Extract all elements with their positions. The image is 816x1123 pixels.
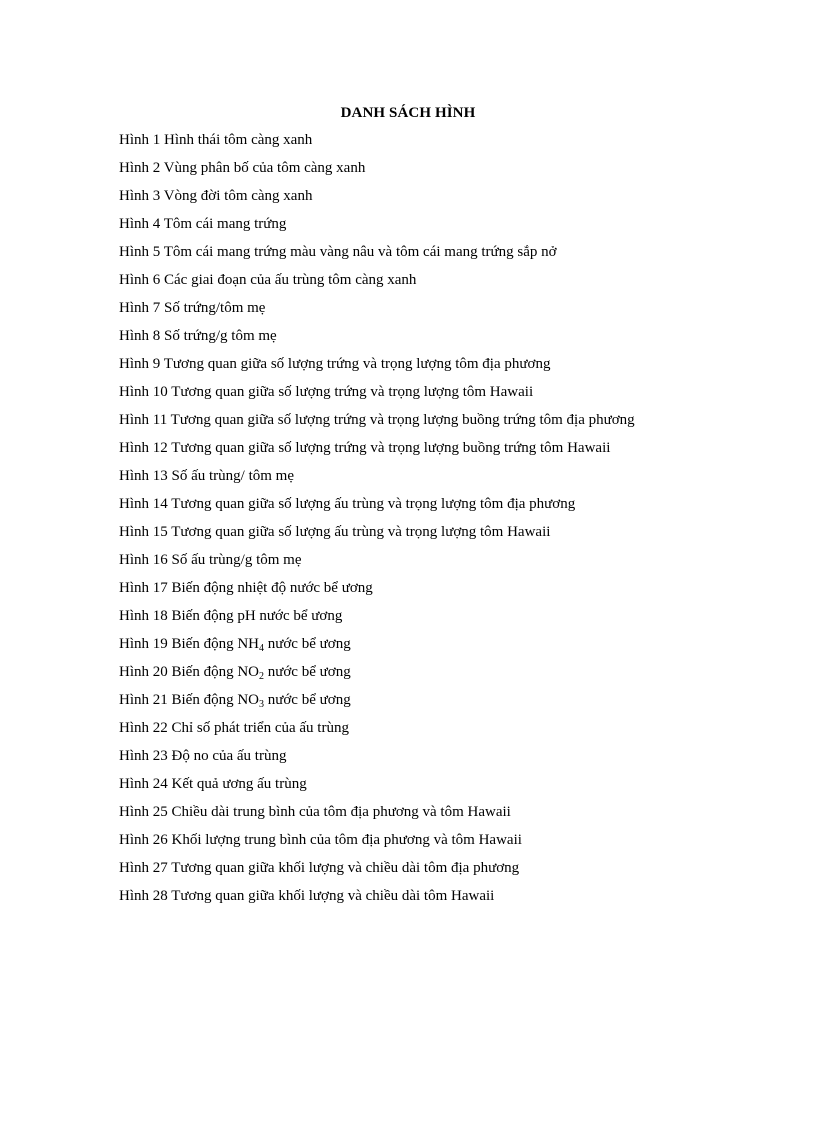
figure-list xyxy=(119,130,796,914)
figure-list-item: Hình 11 Tương quan giữa số lượng trứng và trọng lượng buồng trứng tôm địa phương xyxy=(119,412,635,428)
figure-list-item: Hình 25 Chiều dài trung bình của tôm địa phương và tôm Hawaii xyxy=(119,804,511,820)
figure-list-item: Hình 24 Kết quả ương ấu trùng xyxy=(119,776,307,792)
page-title: DANH SÁCH HÌNH xyxy=(340,105,476,121)
figure-item-text: Hình 20 Biến động NO xyxy=(119,664,259,680)
figure-list-item: Hình 6 Các giai đoạn của ấu trùng tôm càng xanh xyxy=(119,272,417,288)
figure-list-item: Hình 22 Chỉ số phát triển của ấu trùng xyxy=(119,720,349,736)
figure-list-item: Hình 13 Số ấu trùng/ tôm mẹ xyxy=(119,468,294,484)
figure-list-item: Hình 10 Tương quan giữa số lượng trứng và trọng lượng tôm Hawaii xyxy=(119,384,534,400)
figure-item-subscript: 3 xyxy=(259,699,264,710)
figure-list-item: Hình 12 Tương quan giữa số lượng trứng và trọng lượng buồng trứng tôm Hawaii xyxy=(119,440,611,456)
figure-list-item: Hình 18 Biến động pH nước bể ương xyxy=(119,608,343,624)
figure-list-item: Hình 1 Hình thái tôm càng xanh xyxy=(119,132,313,148)
figure-item-subscript: 2 xyxy=(259,671,264,682)
figure-item-text: nước bể ương xyxy=(264,636,351,652)
figure-list-item xyxy=(119,662,796,690)
figure-list-item: Hình 26 Khối lượng trung bình của tôm địa phương và tôm Hawaii xyxy=(119,832,522,848)
figure-list-item xyxy=(119,634,796,662)
figure-list-item: Hình 3 Vòng đời tôm càng xanh xyxy=(119,188,313,204)
figure-item-text: nước bể ương xyxy=(264,692,351,708)
figure-list-item: Hình 23 Độ no của ấu trùng xyxy=(119,748,287,764)
figure-item-text: Hình 19 Biến động NH xyxy=(119,636,259,652)
figure-list-item: Hình 15 Tương quan giữa số lượng ấu trùng và trọng lượng tôm Hawaii xyxy=(119,524,551,540)
figure-list-item: Hình 2 Vùng phân bố của tôm càng xanh xyxy=(119,160,366,176)
figure-list-item: Hình 16 Số ấu trùng/g tôm mẹ xyxy=(119,552,302,568)
figure-list-item: Hình 7 Số trứng/tôm mẹ xyxy=(119,300,266,316)
figure-list-item: Hình 8 Số trứng/g tôm mẹ xyxy=(119,328,277,344)
figure-list-item: Hình 27 Tương quan giữa khối lượng và chiều dài tôm địa phương xyxy=(119,860,520,876)
figure-item-subscript: 4 xyxy=(259,643,264,654)
figure-list-item: Hình 14 Tương quan giữa số lượng ấu trùng và trọng lượng tôm địa phương xyxy=(119,496,576,512)
figure-list-item: Hình 28 Tương quan giữa khối lượng và chiều dài tôm Hawaii xyxy=(119,888,495,904)
figure-list-item: Hình 5 Tôm cái mang trứng màu vàng nâu và tôm cái mang trứng sắp nở xyxy=(119,244,557,260)
figure-list-item: Hình 17 Biến động nhiệt độ nước bể ương xyxy=(119,580,373,596)
figure-list-item: Hình 9 Tương quan giữa số lượng trứng và trọng lượng tôm địa phương xyxy=(119,356,551,372)
figure-list-item: Hình 4 Tôm cái mang trứng xyxy=(119,216,287,232)
figure-list-item xyxy=(119,690,796,718)
figure-item-text: nước bể ương xyxy=(264,664,351,680)
figure-item-text: Hình 21 Biến động NO xyxy=(119,692,259,708)
